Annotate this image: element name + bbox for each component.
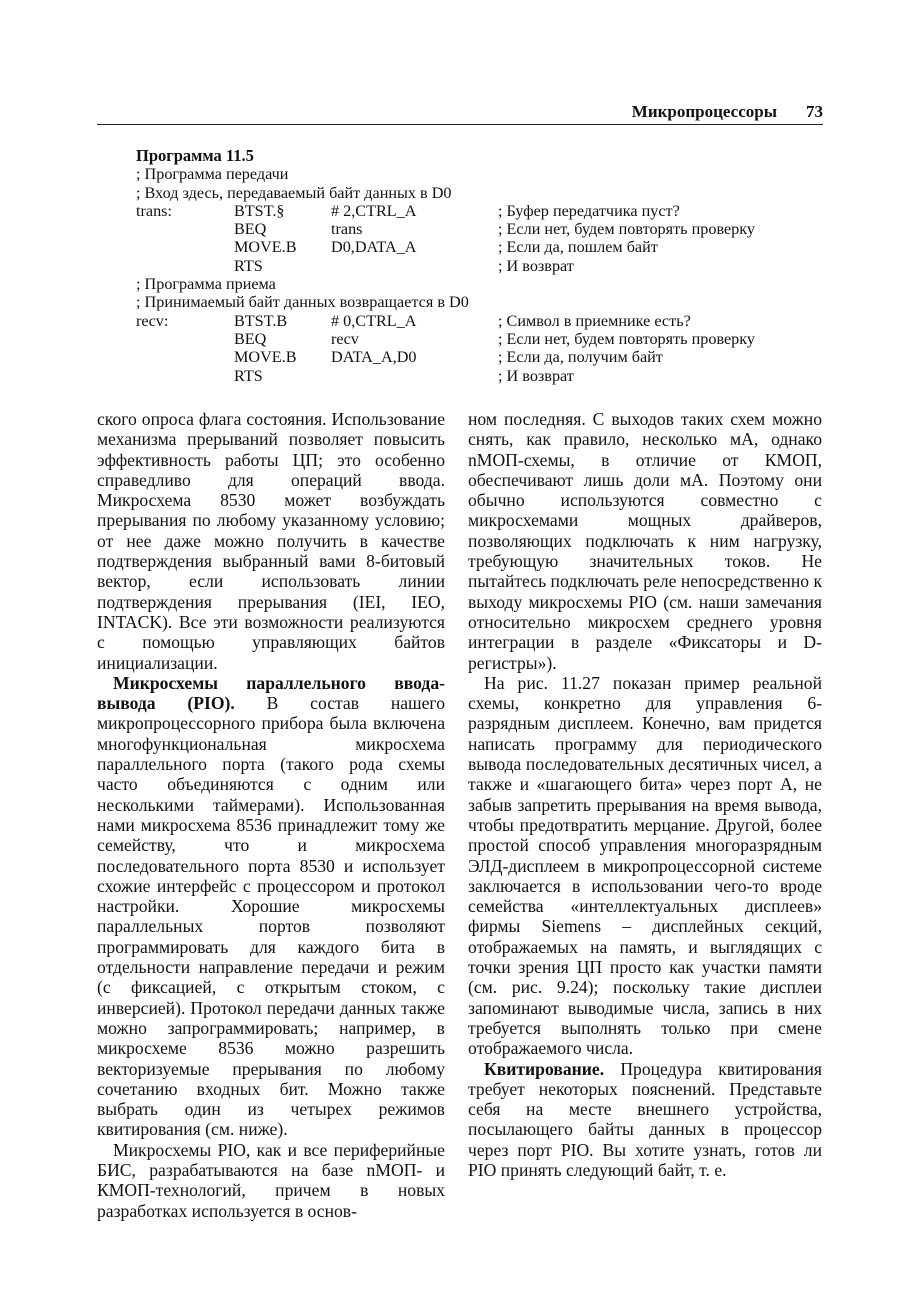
code-line bbox=[136, 184, 826, 202]
body-paragraph: ном последняя. С выходов таких схем можно снять, как правило, несколько мА, однако nМОП-схемы, в отличие от КМОП, обеспечивают лишь доли мА. Поэтому они обычно используются совместно с микросхемами мощных драйверов, позволяющих подключать к ним нагрузку, требующую значительных токов. Не пытайтесь подключать реле непосредственно к выходу микросхемы PIO (см. наши замечания относительно микросхем среднего уровня интеграции в разделе «Фиксаторы и D-регистры»). bbox=[468, 409, 822, 673]
body-paragraph bbox=[97, 673, 445, 1140]
body-paragraph: ского опроса флага состояния. Использование механизма прерываний позволяет повысить эффективность работы ЦП; это особенно справедливо для операций ввода. Микросхема 8530 может возбуждать прерывания по любому указанному условию; от нее даже можно получить в качестве подтверждения выбранный вами 8-битовый вектор, если использовать линии подтверждения прерывания (IEI, IEO, INTACK). Все эти возможности реализуются с помощью управляющих байтов инициализации. bbox=[97, 409, 445, 673]
code-operand: trans bbox=[331, 220, 363, 239]
left-column bbox=[97, 409, 445, 1221]
code-line bbox=[136, 202, 826, 220]
code-comment: ; Если да, пошлем байт bbox=[498, 238, 658, 257]
code-line bbox=[136, 312, 826, 330]
code-line bbox=[136, 220, 826, 238]
code-opcode: BTST.B bbox=[234, 311, 288, 330]
code-line bbox=[136, 293, 826, 311]
code-opcode: RTS bbox=[234, 366, 263, 385]
code-line bbox=[136, 165, 826, 183]
code-operand: # 0,CTRL_A bbox=[331, 311, 417, 330]
code-line bbox=[136, 367, 826, 385]
code-opcode: RTS bbox=[234, 256, 263, 275]
running-title: Микропроцессоры bbox=[631, 102, 777, 121]
code-comment: ; Программа приема bbox=[136, 275, 276, 294]
body-paragraph: На рис. 11.27 показан пример реальной схемы, конкретно для управления 6-разрядным дисплеем. Конечно, вам придется написать программу для периодического вывода последовательных десятичных чисел, а также и «шагающего бита» через порт А, не забыв запретить прерывания на время вывода, чтобы предотвратить мерцание. Другой, более простой способ управления многоразрядным ЭЛД-дисплеем в микропроцессорной системе заключается в использовании чего-то вроде семейства «интеллектуальных дисплеев» фирмы Siemens – дисплейных секций, отображаемых на память, и выглядящих с точки зрения ЦП просто как участки памяти (см. рис. 9.24); поскольку такие дисплеи запоминают выводимые числа, запись в них требуется выполнять только при смене отображаемого числа. bbox=[468, 672, 822, 1059]
code-operand: DATA_A,D0 bbox=[331, 348, 417, 367]
code-label: recv: bbox=[136, 311, 169, 330]
paragraph-text: В состав нашего микропроцессорного прибора была включена многофункциональная микросхема параллельного порта (такого рода схемы часто объединяются с одним или несколькими таймерами). Использованная нами микросхема 8536 принадлежит тому же семейству, что и микросхема последовательного порта 8530 и использует схожие интерфейс с процессором и протокол настройки. Хорошие микросхемы параллельных портов позволяют программировать для каждого бита в отдельности направление передачи и режим (с фиксацией, с открытым стоком, с инверсией). Протокол передачи данных также можно запрограммировать; например, в микросхеме 8536 можно разрешить векторизуемые прерывания по любому сочетанию входных бит. Можно также выбрать один из четырех режимов квитирования (см. ниже). bbox=[97, 693, 445, 1140]
code-line bbox=[136, 275, 826, 293]
section-heading: Квитирование. bbox=[484, 1058, 605, 1079]
code-operand: # 2,CTRL_A bbox=[331, 201, 417, 220]
code-line bbox=[136, 257, 826, 275]
code-comment: ; Если нет, будем повторять проверку bbox=[498, 220, 756, 239]
code-operand: D0,DATA_A bbox=[331, 238, 417, 257]
paragraph-text: Процедура квитирования требует некоторых пояснений. Представьте себя на месте внешнего устройства, посылающего байты данных в процессор через порт PIO. Вы хотите узнать, готов ли PIO принять следующий байт, т. е. bbox=[468, 1058, 822, 1180]
code-comment: ; Буфер передатчика пуст? bbox=[498, 201, 680, 220]
code-line bbox=[136, 238, 826, 256]
code-line bbox=[136, 330, 826, 348]
code-comment: ; Вход здесь, передаваемый байт данных в D0 bbox=[136, 183, 452, 202]
program-title: Программа 11.5 bbox=[136, 146, 254, 165]
code-comment: ; Если да, получим байт bbox=[498, 348, 663, 367]
code-operand: recv bbox=[331, 329, 359, 348]
code-opcode: BEQ bbox=[234, 329, 267, 348]
page-number: 73 bbox=[806, 102, 823, 121]
code-opcode: MOVE.B bbox=[234, 348, 297, 367]
program-listing bbox=[136, 147, 826, 385]
section-heading: Микросхемы параллельного ввода-вывода (PIO). bbox=[97, 672, 445, 714]
body-paragraph bbox=[468, 1059, 822, 1181]
code-comment: ; И возврат bbox=[498, 366, 574, 385]
code-comment: ; Программа передачи bbox=[136, 165, 289, 184]
code-label: trans: bbox=[136, 201, 172, 220]
code-line bbox=[136, 348, 826, 366]
code-comment: ; И возврат bbox=[498, 256, 574, 275]
code-comment: ; Символ в приемнике есть? bbox=[498, 311, 691, 330]
code-opcode: BEQ bbox=[234, 220, 267, 239]
code-opcode: MOVE.B bbox=[234, 238, 297, 257]
right-column bbox=[468, 409, 822, 1180]
code-comment: ; Принимаемый байт данных возвращается в D0 bbox=[136, 293, 469, 312]
running-header bbox=[97, 102, 823, 125]
body-paragraph: Микросхемы PIO, как и все периферийные БИС, разрабатываются на базе nМОП- и КМОП-технологий, причем в новых разработках используется в основ- bbox=[97, 1139, 445, 1221]
code-opcode: BTST.§ bbox=[234, 201, 285, 220]
code-comment: ; Если нет, будем повторять проверку bbox=[498, 329, 756, 348]
